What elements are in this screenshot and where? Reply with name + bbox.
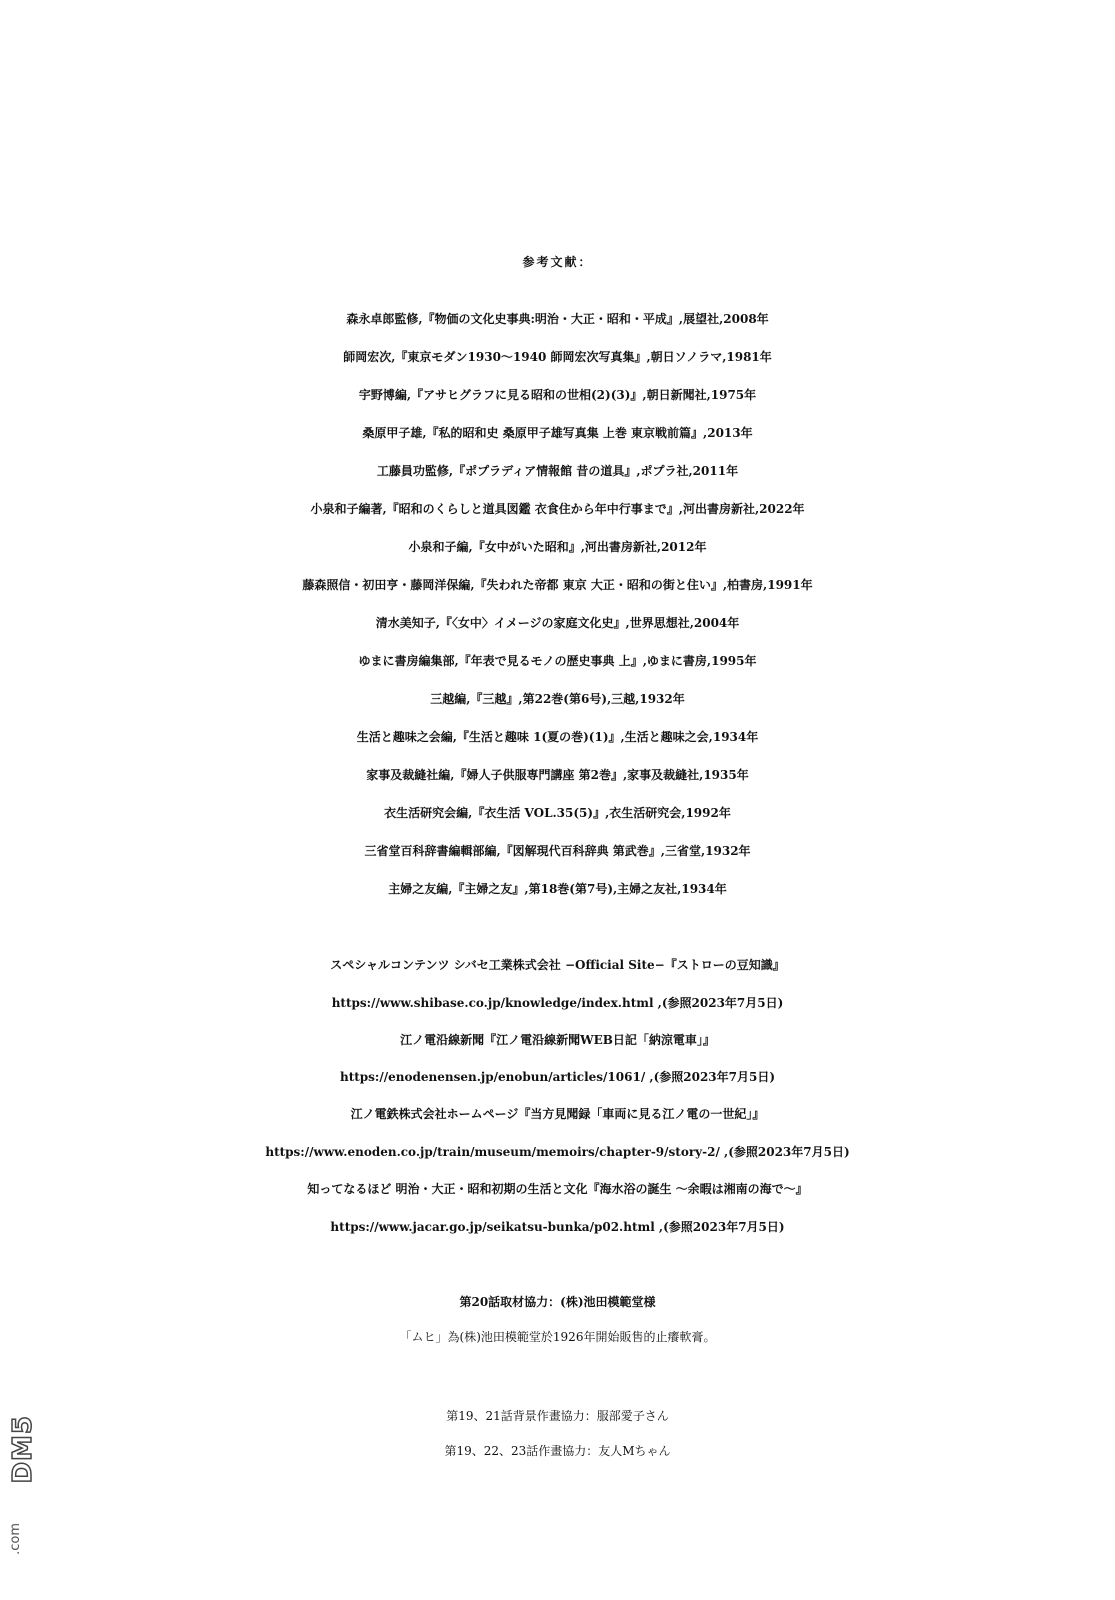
background-art-credit: 第19、21話背景作畫協力：服部愛子さん (446, 1409, 669, 1423)
web-reference-title: 知ってなるほど 明治・大正・昭和初期の生活と文化『海水浴の誕生 ～余暇は湘南の海で～』 (307, 1182, 808, 1196)
research-note: 「ムヒ」為(株)池田模範堂於1926年開始販售的止癢軟膏。 (399, 1330, 716, 1344)
web-reference-url: https://www.shibase.co.jp/knowledge/index.html ,(参照2023年7月5日) (331, 996, 784, 1010)
web-reference-url: https://enodenensen.jp/enobun/articles/1061/ ,(参照2023年7月5日) (339, 1070, 776, 1084)
web-reference-title: 江ノ電沿線新聞『江ノ電沿線新聞WEB日記「納涼電車」』 (400, 1033, 715, 1047)
book-reference: 主婦之友編,『主婦之友』,第18巻(第7号),主婦之友社,1934年 (388, 882, 727, 896)
book-reference: 清水美知子,『〈女中〉イメージの家庭文化史』,世界思想社,2004年 (375, 616, 740, 630)
web-reference-title: 江ノ電鉄株式会社ホームページ『当方見聞録「車両に見る江ノ電の一世紀」』 (350, 1107, 765, 1121)
book-reference: 藤森照信・初田亨・藤岡洋保編,『失われた帝都 東京 大正・昭和の街と住い』,柏書房,1991年 (302, 578, 813, 592)
research-credit: 第20話取材協力：(株)池田模範堂様 (459, 1295, 656, 1309)
book-reference: 三省堂百科辞書編輯部編,『図解現代百科辞典 第武巻』,三省堂,1932年 (364, 844, 751, 858)
site-watermark (8, 1415, 42, 1595)
book-reference: 森永卓郎監修,『物価の文化史事典:明治・大正・昭和・平成』,展望社,2008年 (346, 312, 769, 326)
book-reference: 生活と趣味之会編,『生活と趣味 1(夏の巻)(1)』,生活と趣味之会,1934年 (356, 730, 759, 744)
web-reference-title: スペシャルコンテンツ シバセ工業株式会社 −Official Site−『ストローの豆知識』 (330, 958, 785, 972)
art-assist-credit: 第19、22、23話作畫協力：友人Mちゃん (444, 1444, 671, 1458)
watermark-logo: DM5 (8, 1415, 38, 1484)
web-reference-url: https://www.jacar.go.jp/seikatsu-bunka/p02.html ,(参照2023年7月5日) (330, 1220, 785, 1234)
book-reference: 三越編,『三越』,第22巻(第6号),三越,1932年 (430, 692, 685, 706)
book-reference: 小泉和子編,『女中がいた昭和』,河出書房新社,2012年 (408, 540, 707, 554)
web-reference-url: https://www.enoden.co.jp/train/museum/memoirs/chapter-9/story-2/ ,(参照2023年7月5日) (265, 1145, 850, 1159)
book-reference: 衣生活研究会編,『衣生活 VOL.35(5)』,衣生活研究会,1992年 (384, 806, 731, 820)
book-reference: 工藤員功監修,『ポプラディア情報館 昔の道具』,ポプラ社,2011年 (376, 464, 739, 478)
book-reference: ゆまに書房編集部,『年表で見るモノの歴史事典 上』,ゆまに書房,1995年 (358, 654, 757, 668)
book-reference: 桑原甲子雄,『私的昭和史 桑原甲子雄写真集 上巻 東京戦前篇』,2013年 (362, 426, 753, 440)
references-heading: 参考文献： (522, 255, 593, 269)
book-reference: 小泉和子編著,『昭和のくらしと道具図鑑 衣食住から年中行事まで』,河出書房新社,2022年 (310, 502, 805, 516)
book-reference: 家事及裁縫社編,『婦人子供服専門講座 第2巻』,家事及裁縫社,1935年 (366, 768, 749, 782)
book-reference: 師岡宏次,『東京モダン1930～1940 師岡宏次写真集』,朝日ソノラマ,1981年 (343, 350, 772, 364)
watermark-suffix: .com (8, 1523, 23, 1555)
book-reference: 宇野博編,『アサヒグラフに見る昭和の世相(2)(3)』,朝日新聞社,1975年 (358, 388, 757, 402)
